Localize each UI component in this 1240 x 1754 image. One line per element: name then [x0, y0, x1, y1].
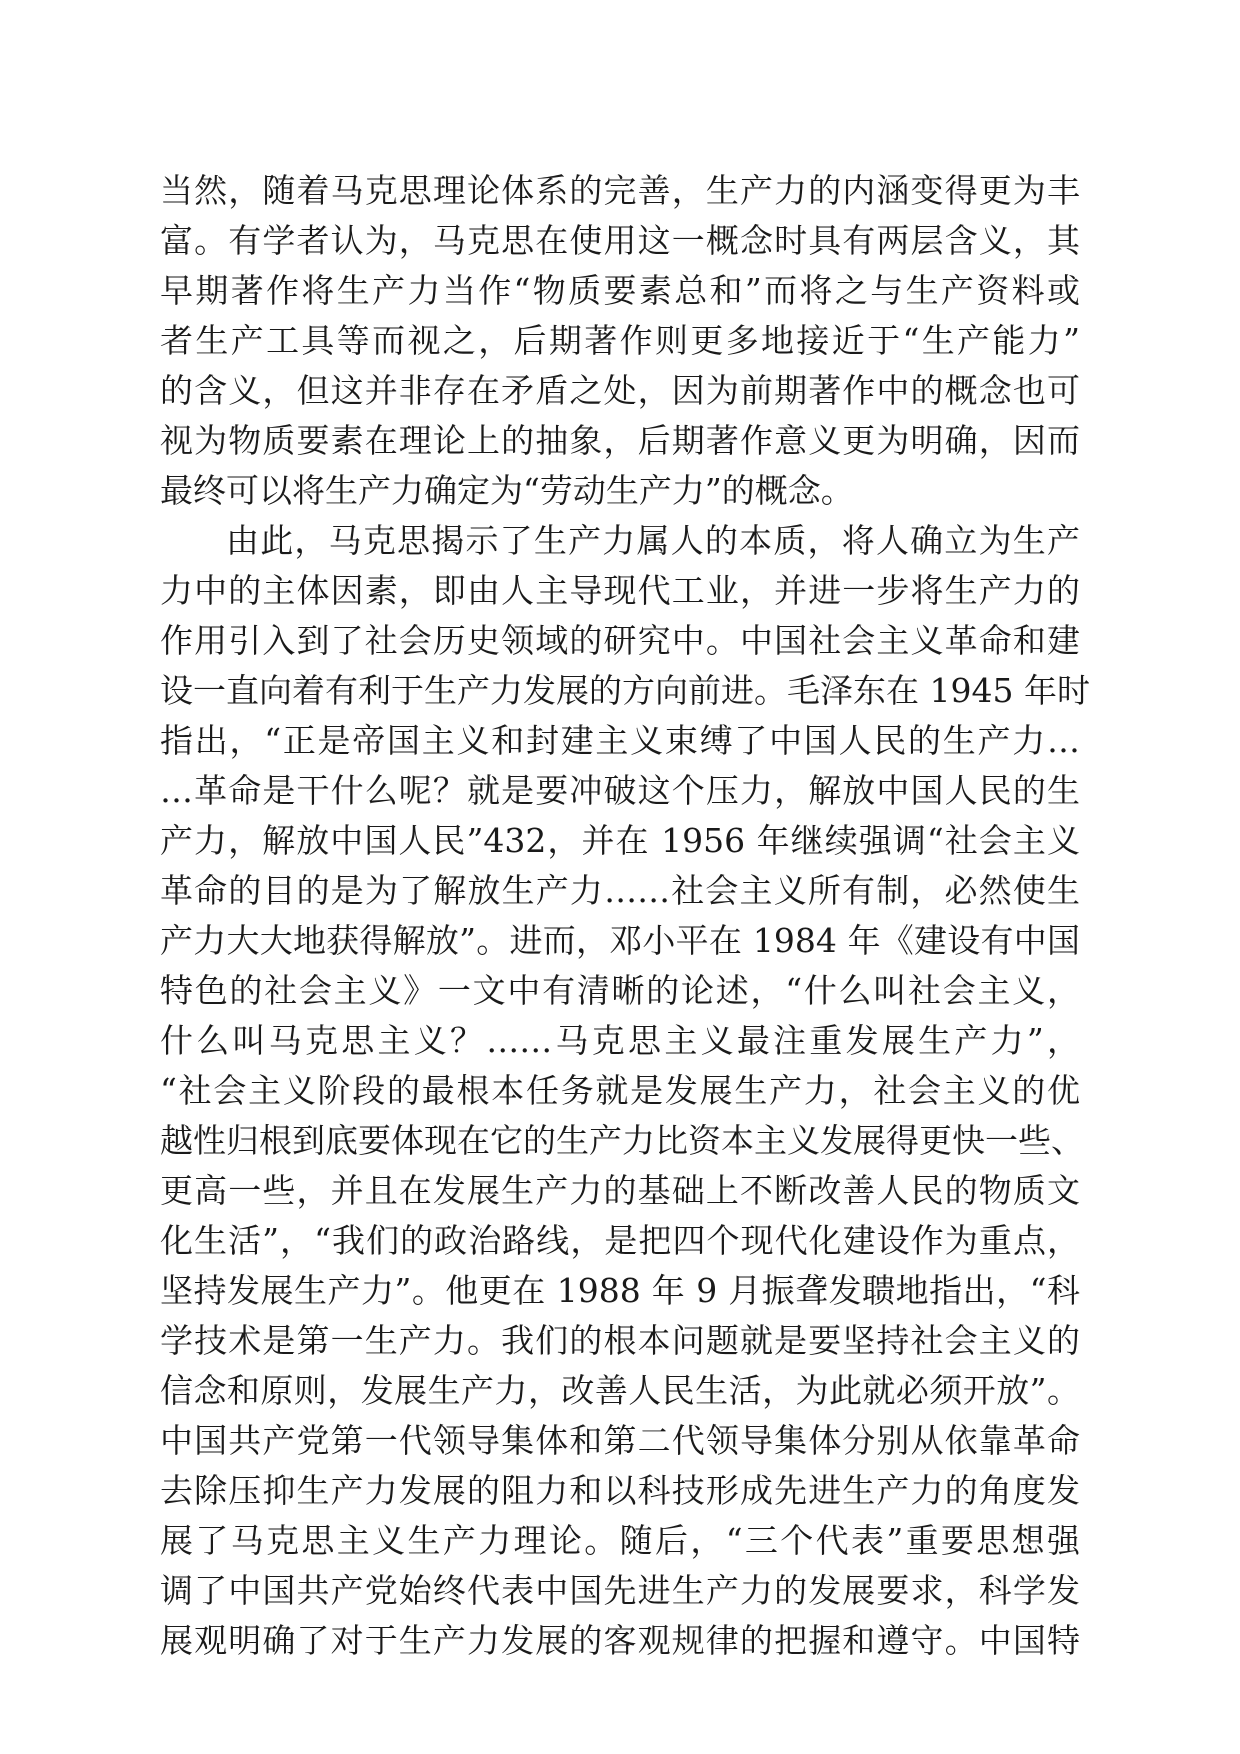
paragraph-2-line: 力中的主体因素，即由人主导现代工业，并进一步将生产力的: [160, 571, 1080, 610]
paragraph-1-line: 视为物质要素在理论上的抽象，后期著作意义更为明确，因而: [160, 421, 1080, 460]
paragraph-1-line: 富。有学者认为，马克思在使用这一概念时具有两层含义，其: [160, 221, 1080, 260]
paragraph-1-line: 当然，随着马克思理论体系的完善，生产力的内涵变得更为丰: [160, 171, 1080, 210]
paragraph-2-line: 展了马克思主义生产力理论。随后，“三个代表”重要思想强: [160, 1521, 1080, 1560]
paragraph-2-line: 坚持发展生产力”。他更在 1988 年 9 月振聋发聩地指出，“科: [160, 1271, 1080, 1310]
paragraph-1-line: 者生产工具等而视之，后期著作则更多地接近于“生产能力”: [160, 321, 1080, 360]
paragraph-2-line: 由此，马克思揭示了生产力属人的本质，将人确立为生产: [226, 521, 1080, 560]
paragraph-2-line: 学技术是第一生产力。我们的根本问题就是要坚持社会主义的: [160, 1321, 1080, 1360]
paragraph-2-line: 信念和原则，发展生产力，改善人民生活，为此就必须开放”。: [160, 1371, 1080, 1410]
paragraph-2-line: 什么叫马克思主义？……马克思主义最注重发展生产力”，: [160, 1021, 1080, 1060]
paragraph-2-line: 产力，解放中国人民”432，并在 1956 年继续强调“社会主义: [160, 821, 1080, 860]
paragraph-2-line: 特色的社会主义》一文中有清晰的论述，“什么叫社会主义，: [160, 971, 1080, 1010]
paragraph-2-line: …革命是干什么呢？就是要冲破这个压力，解放中国人民的生: [160, 771, 1080, 810]
paragraph-2-line: 越性归根到底要体现在它的生产力比资本主义发展得更快一些、: [160, 1121, 1084, 1160]
paragraph-2-line: 设一直向着有利于生产力发展的方向前进。毛泽东在 1945 年时: [160, 671, 1090, 710]
paragraph-1-line: 最终可以将生产力确定为“劳动生产力”的概念。: [160, 471, 854, 510]
paragraph-1-line: 的含义，但这并非存在矛盾之处，因为前期著作中的概念也可: [160, 371, 1080, 410]
paragraph-2-line: 作用引入到了社会历史领域的研究中。中国社会主义革命和建: [160, 621, 1080, 660]
paragraph-2-line: 产力大大地获得解放”。进而，邓小平在 1984 年《建设有中国: [160, 921, 1080, 960]
paragraph-2-line: 调了中国共产党始终代表中国先进生产力的发展要求，科学发: [160, 1571, 1080, 1610]
paragraph-2-line: 展观明确了对于生产力发展的客观规律的把握和遵守。中国特: [160, 1621, 1080, 1660]
paragraph-2-line: 去除压抑生产力发展的阻力和以科技形成先进生产力的角度发: [160, 1471, 1080, 1510]
paragraph-1-line: 早期著作将生产力当作“物质要素总和”而将之与生产资料或: [160, 271, 1080, 310]
body-text: [160, 166, 1090, 1666]
paragraph-2-line: 中国共产党第一代领导集体和第二代领导集体分别从依靠革命: [160, 1421, 1080, 1460]
paragraph-2-line: “社会主义阶段的最根本任务就是发展生产力，社会主义的优: [160, 1071, 1080, 1110]
paragraph-2-line: 更高一些，并且在发展生产力的基础上不断改善人民的物质文: [160, 1171, 1080, 1210]
paragraph-2-line: 化生活”，“我们的政治路线，是把四个现代化建设作为重点，: [160, 1221, 1080, 1260]
paragraph-2-line: 革命的目的是为了解放生产力……社会主义所有制，必然使生: [160, 871, 1080, 910]
paragraph-2-line: 指出，“正是帝国主义和封建主义束缚了中国人民的生产力…: [160, 721, 1080, 760]
